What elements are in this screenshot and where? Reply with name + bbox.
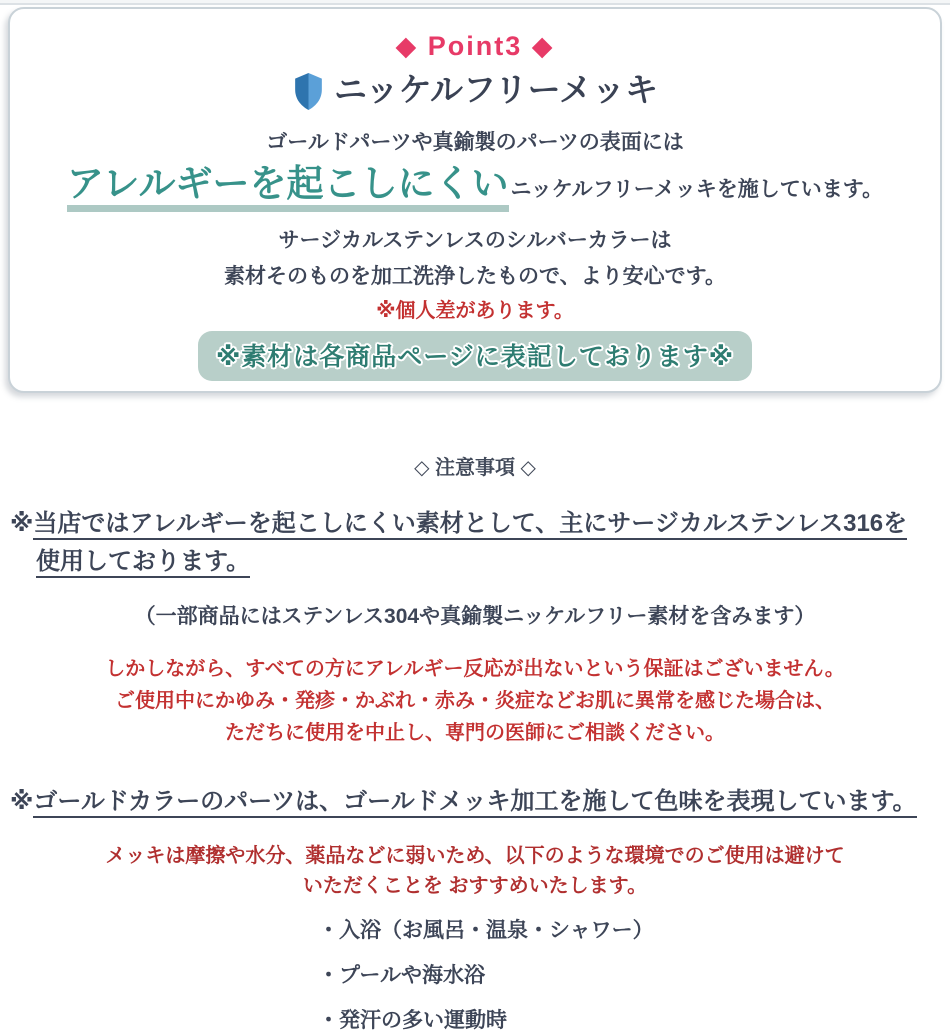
avoid-item-bathing: ・入浴（お風呂・温泉・シャワー） bbox=[318, 919, 654, 942]
note-stainless-marker: ※ bbox=[10, 510, 34, 537]
allergy-highlight: アレルギーを起こしにくい bbox=[67, 163, 509, 212]
allergy-highlight-suffix: ニッケルフリーメッキを施しています。 bbox=[510, 178, 884, 201]
point-box bbox=[8, 7, 942, 393]
individual-difference-note: ※個人差があります。 bbox=[376, 300, 574, 322]
warning-line: ただちに使用を中止し、専門の医師にご相談ください。 bbox=[225, 722, 725, 744]
warning-line: ご使用中にかゆみ・発疹・かぶれ・赤み・炎症などお肌に異常を感じた場合は、 bbox=[115, 690, 835, 712]
note-gold-marker: ※ bbox=[10, 788, 34, 815]
shield-icon bbox=[292, 72, 325, 111]
material-wash-line: 素材そのものを加工洗浄したもので、より安心です。 bbox=[224, 265, 726, 288]
top-divider bbox=[0, 0, 950, 5]
note-stainless-line1: 当店ではアレルギーを起こしにくい素材として、主にサージカルステンレス316を bbox=[33, 510, 907, 540]
intro-line: ゴールドパーツや真鍮製のパーツの表面には bbox=[266, 131, 684, 154]
point-label: ◆ Point3 ◆ bbox=[395, 31, 555, 61]
material-page-pill: ※素材は各商品ページに表記しております※ bbox=[198, 331, 752, 381]
silver-color-line: サージカルステンレスのシルバーカラーは bbox=[278, 229, 672, 252]
note-gold-text: ゴールドカラーのパーツは、ゴールドメッキ加工を施して色味を表現しています。 bbox=[33, 788, 916, 818]
allergy-highlight-line bbox=[28, 159, 922, 217]
caution-section bbox=[0, 455, 950, 1035]
avoid-list bbox=[10, 917, 940, 1035]
avoid-item-pool: ・プールや海水浴 bbox=[318, 964, 485, 987]
section-heading bbox=[28, 69, 922, 111]
plating-caution-line: いただくことを おすすめいたします。 bbox=[302, 875, 648, 897]
section-heading-text: ニッケルフリーメッキ bbox=[333, 71, 659, 108]
plating-caution-line: メッキは摩擦や水分、薬品などに弱いため、以下のような環境でのご使用は避けて bbox=[105, 845, 845, 867]
warning-line: しかしながら、すべての方にアレルギー反応が出ないという保証はございません。 bbox=[105, 658, 845, 680]
plating-caution-block bbox=[10, 841, 940, 901]
caution-title: ◇ 注意事項 ◇ bbox=[414, 457, 536, 479]
note-stainless-continued bbox=[10, 545, 940, 579]
note-gold-plating bbox=[10, 785, 940, 819]
partial-material-note: （一部商品にはステンレス304や真鍮製ニッケルフリー素材を含みます） bbox=[134, 605, 816, 628]
allergy-warning-block bbox=[10, 653, 940, 749]
note-stainless bbox=[10, 507, 940, 541]
note-stainless-line2: 使用しております。 bbox=[36, 548, 250, 578]
avoid-item-sweat: ・発汗の多い運動時 bbox=[318, 1009, 507, 1032]
